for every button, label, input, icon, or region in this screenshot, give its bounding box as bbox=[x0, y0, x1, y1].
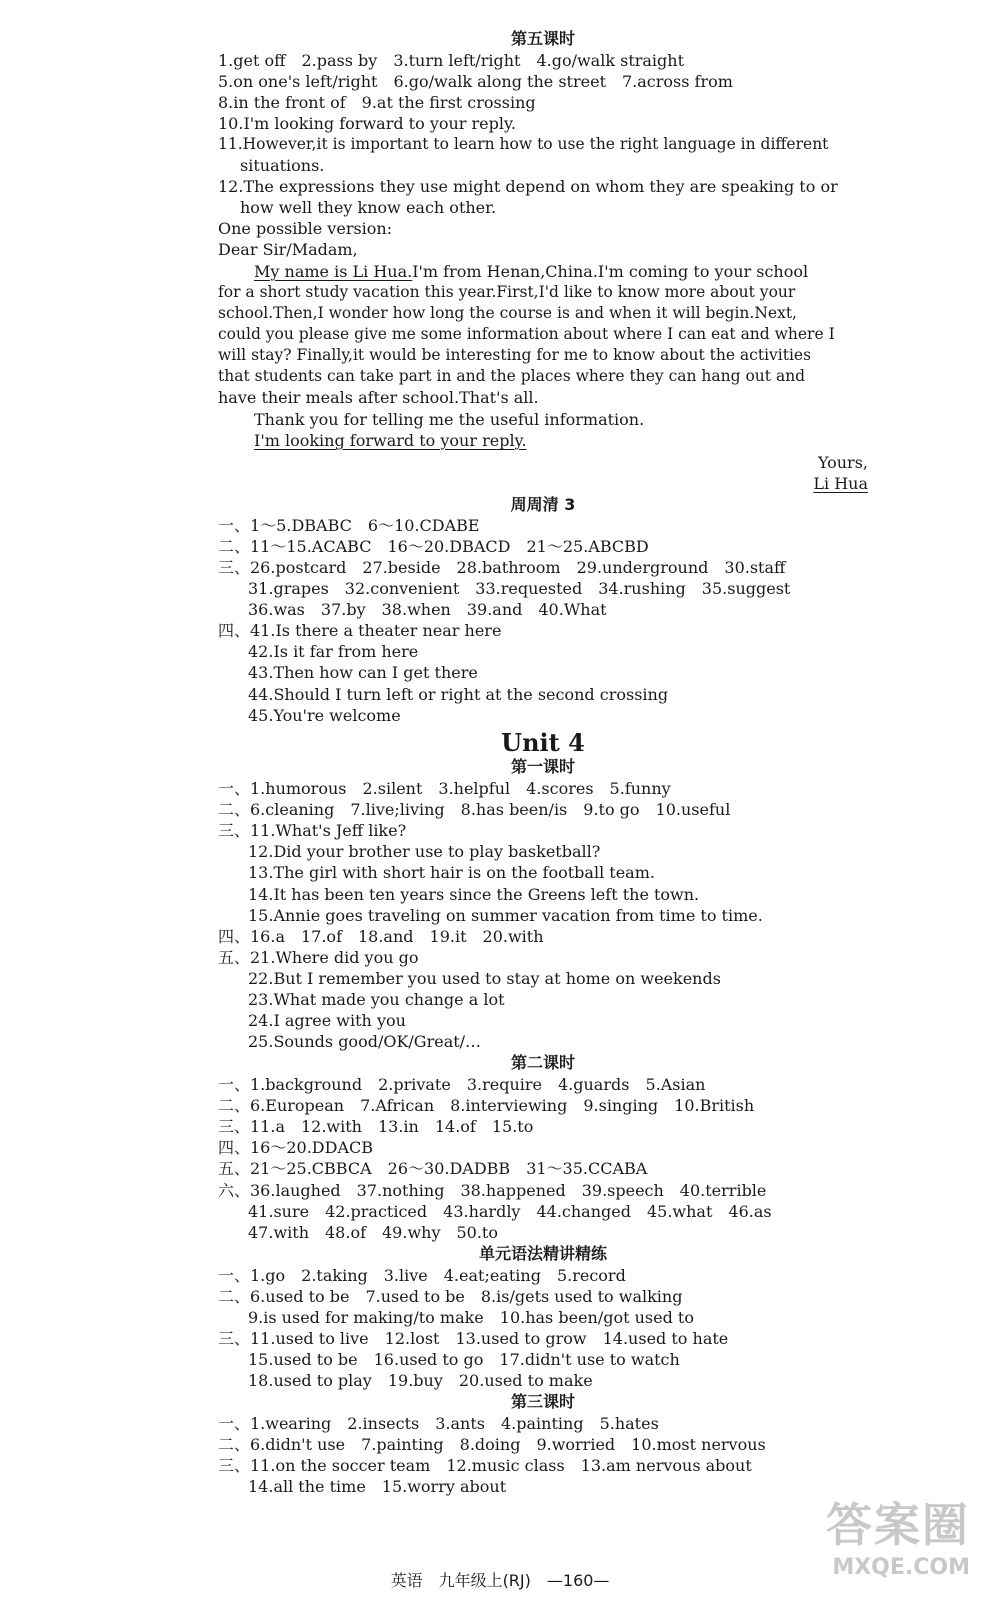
answer-line: 1.get off 2.pass by 3.turn left/right 4.go/walk straight bbox=[218, 51, 685, 70]
section-heading-weekly-review: 周周清 3 bbox=[510, 495, 576, 514]
answer-line: 三、11.on the soccer team 12.music class 13.am nervous about bbox=[218, 1456, 752, 1475]
letter-closing-line: I'm looking forward to your reply. bbox=[254, 431, 527, 450]
unit-title: Unit 4 bbox=[501, 728, 585, 757]
letter-line: have their meals after school.That's all. bbox=[218, 388, 539, 407]
answer-line: 24.I agree with you bbox=[248, 1011, 406, 1030]
answer-line: 47.with 48.of 49.why 50.to bbox=[248, 1223, 498, 1242]
answer-line: how well they know each other. bbox=[240, 198, 497, 217]
answer-line: 36.was 37.by 38.when 39.and 40.What bbox=[248, 600, 607, 619]
answer-line: 五、21～25.CBBCA 26～30.DADBB 31～35.CCABA bbox=[218, 1159, 648, 1178]
section-heading-lesson5: 第五课时 bbox=[510, 29, 575, 48]
answer-line: 42.Is it far from here bbox=[248, 642, 419, 661]
answer-line: 9.is used for making/to make 10.has been/got used to bbox=[248, 1308, 694, 1327]
answer-line: 一、1.background 2.private 3.require 4.guards 5.Asian bbox=[218, 1075, 706, 1094]
answer-line: 23.What made you change a lot bbox=[248, 990, 505, 1009]
answer-line: 41.sure 42.practiced 43.hardly 44.changed 45.what 46.as bbox=[248, 1202, 772, 1221]
answer-line: 14.all the time 15.worry about bbox=[248, 1477, 507, 1496]
answer-line: 二、6.didn't use 7.painting 8.doing 9.worried 10.most nervous bbox=[218, 1435, 766, 1454]
answer-line: 三、26.postcard 27.beside 28.bathroom 29.underground 30.staff bbox=[218, 558, 786, 577]
answer-line: 四、41.Is there a theater near here bbox=[218, 621, 502, 640]
answer-line: 三、11.used to live 12.lost 13.used to grow 14.used to hate bbox=[218, 1329, 729, 1348]
letter-line: will stay? Finally,it would be interesting for me to know about the activities bbox=[218, 346, 812, 364]
answer-line: 12.The expressions they use might depend on whom they are speaking to or bbox=[218, 177, 838, 196]
page-footer: 英语 九年级上(RJ) —160— bbox=[390, 1571, 610, 1590]
answer-line: 8.in the front of 9.at the first crossing bbox=[218, 93, 536, 112]
letter-line: school.Then,I wonder how long the course is and when it will begin.Next, bbox=[218, 304, 797, 322]
letter-line: could you please give me some information about where I can eat and where I bbox=[218, 325, 835, 343]
answer-line: 5.on one's left/right 6.go/walk along the street 7.across from bbox=[218, 72, 733, 91]
letter-line: that students can take part in and the places where they can hang out and bbox=[218, 367, 806, 385]
answer-line: 15.Annie goes traveling on summer vacation from time to time. bbox=[248, 906, 763, 925]
answer-line: 四、16.a 17.of 18.and 19.it 20.with bbox=[218, 927, 544, 946]
answer-line: 二、11～15.ACABC 16～20.DBACD 21～25.ABCBD bbox=[218, 537, 649, 556]
answer-line: 13.The girl with short hair is on the football team. bbox=[248, 863, 655, 882]
answer-line: 25.Sounds good/OK/Great/… bbox=[248, 1032, 482, 1051]
answer-line: 一、1.humorous 2.silent 3.helpful 4.scores 5.funny bbox=[218, 779, 671, 798]
letter-signoff: Yours, bbox=[817, 453, 868, 472]
letter-text: I'm from Henan,China.I'm coming to your school bbox=[412, 262, 809, 281]
underlined-phrase: My name is Li Hua. bbox=[254, 262, 413, 281]
answer-line: 45.You're welcome bbox=[248, 706, 401, 725]
section-heading-lesson3: 第三课时 bbox=[510, 1392, 575, 1411]
answer-line: 11.However,it is important to learn how to use the right language in different bbox=[218, 135, 829, 153]
answer-line: 43.Then how can I get there bbox=[248, 663, 478, 682]
answer-line: 一、1.go 2.taking 3.live 4.eat;eating 5.record bbox=[218, 1266, 626, 1285]
answer-line: 15.used to be 16.used to go 17.didn't use to watch bbox=[248, 1350, 680, 1369]
answer-line: 44.Should I turn left or right at the second crossing bbox=[248, 685, 669, 704]
section-heading-lesson1: 第一课时 bbox=[510, 757, 575, 776]
answer-line: 二、6.cleaning 7.live;living 8.has been/is 9.to go 10.useful bbox=[218, 800, 731, 819]
watermark-url: MXQE.COM bbox=[832, 1555, 970, 1580]
answer-line: 18.used to play 19.buy 20.used to make bbox=[248, 1371, 593, 1390]
watermark-logo-text: 答案圈 bbox=[826, 1498, 970, 1552]
letter-signature: Li Hua bbox=[813, 474, 868, 493]
answer-line: 四、16～20.DDACB bbox=[218, 1138, 374, 1157]
answer-line: 31.grapes 32.convenient 33.requested 34.rushing 35.suggest bbox=[248, 579, 791, 598]
answer-line: 12.Did your brother use to play basketball? bbox=[248, 842, 601, 861]
letter-greeting: Dear Sir/Madam, bbox=[218, 240, 358, 259]
answer-line: 一、1.wearing 2.insects 3.ants 4.painting 5.hates bbox=[218, 1414, 659, 1433]
answer-line: 三、11.a 12.with 13.in 14.of 15.to bbox=[218, 1117, 534, 1136]
site-watermark bbox=[826, 1489, 970, 1580]
letter-line bbox=[254, 261, 808, 282]
answer-line: 22.But I remember you used to stay at home on weekends bbox=[248, 969, 721, 988]
letter-line: for a short study vacation this year.First,I'd like to know more about your bbox=[218, 283, 796, 301]
answer-line: 六、36.laughed 37.nothing 38.happened 39.speech 40.terrible bbox=[218, 1181, 767, 1200]
answer-line: 二、6.European 7.African 8.interviewing 9.singing 10.British bbox=[218, 1096, 755, 1115]
answer-line: 二、6.used to be 7.used to be 8.is/gets used to walking bbox=[218, 1287, 683, 1306]
letter-line: Thank you for telling me the useful information. bbox=[254, 410, 645, 429]
answer-line: 五、21.Where did you go bbox=[218, 948, 419, 967]
answer-line: 三、11.What's Jeff like? bbox=[218, 821, 407, 840]
answer-line: 10.I'm looking forward to your reply. bbox=[218, 114, 516, 133]
section-heading-lesson2: 第二课时 bbox=[510, 1053, 575, 1072]
answer-line: situations. bbox=[240, 156, 325, 175]
answer-line: One possible version: bbox=[218, 219, 393, 238]
section-heading-grammar: 单元语法精讲精练 bbox=[478, 1244, 607, 1263]
answer-line: 14.It has been ten years since the Greens left the town. bbox=[248, 885, 700, 904]
answer-line: 一、1～5.DBABC 6～10.CDABE bbox=[218, 516, 480, 535]
